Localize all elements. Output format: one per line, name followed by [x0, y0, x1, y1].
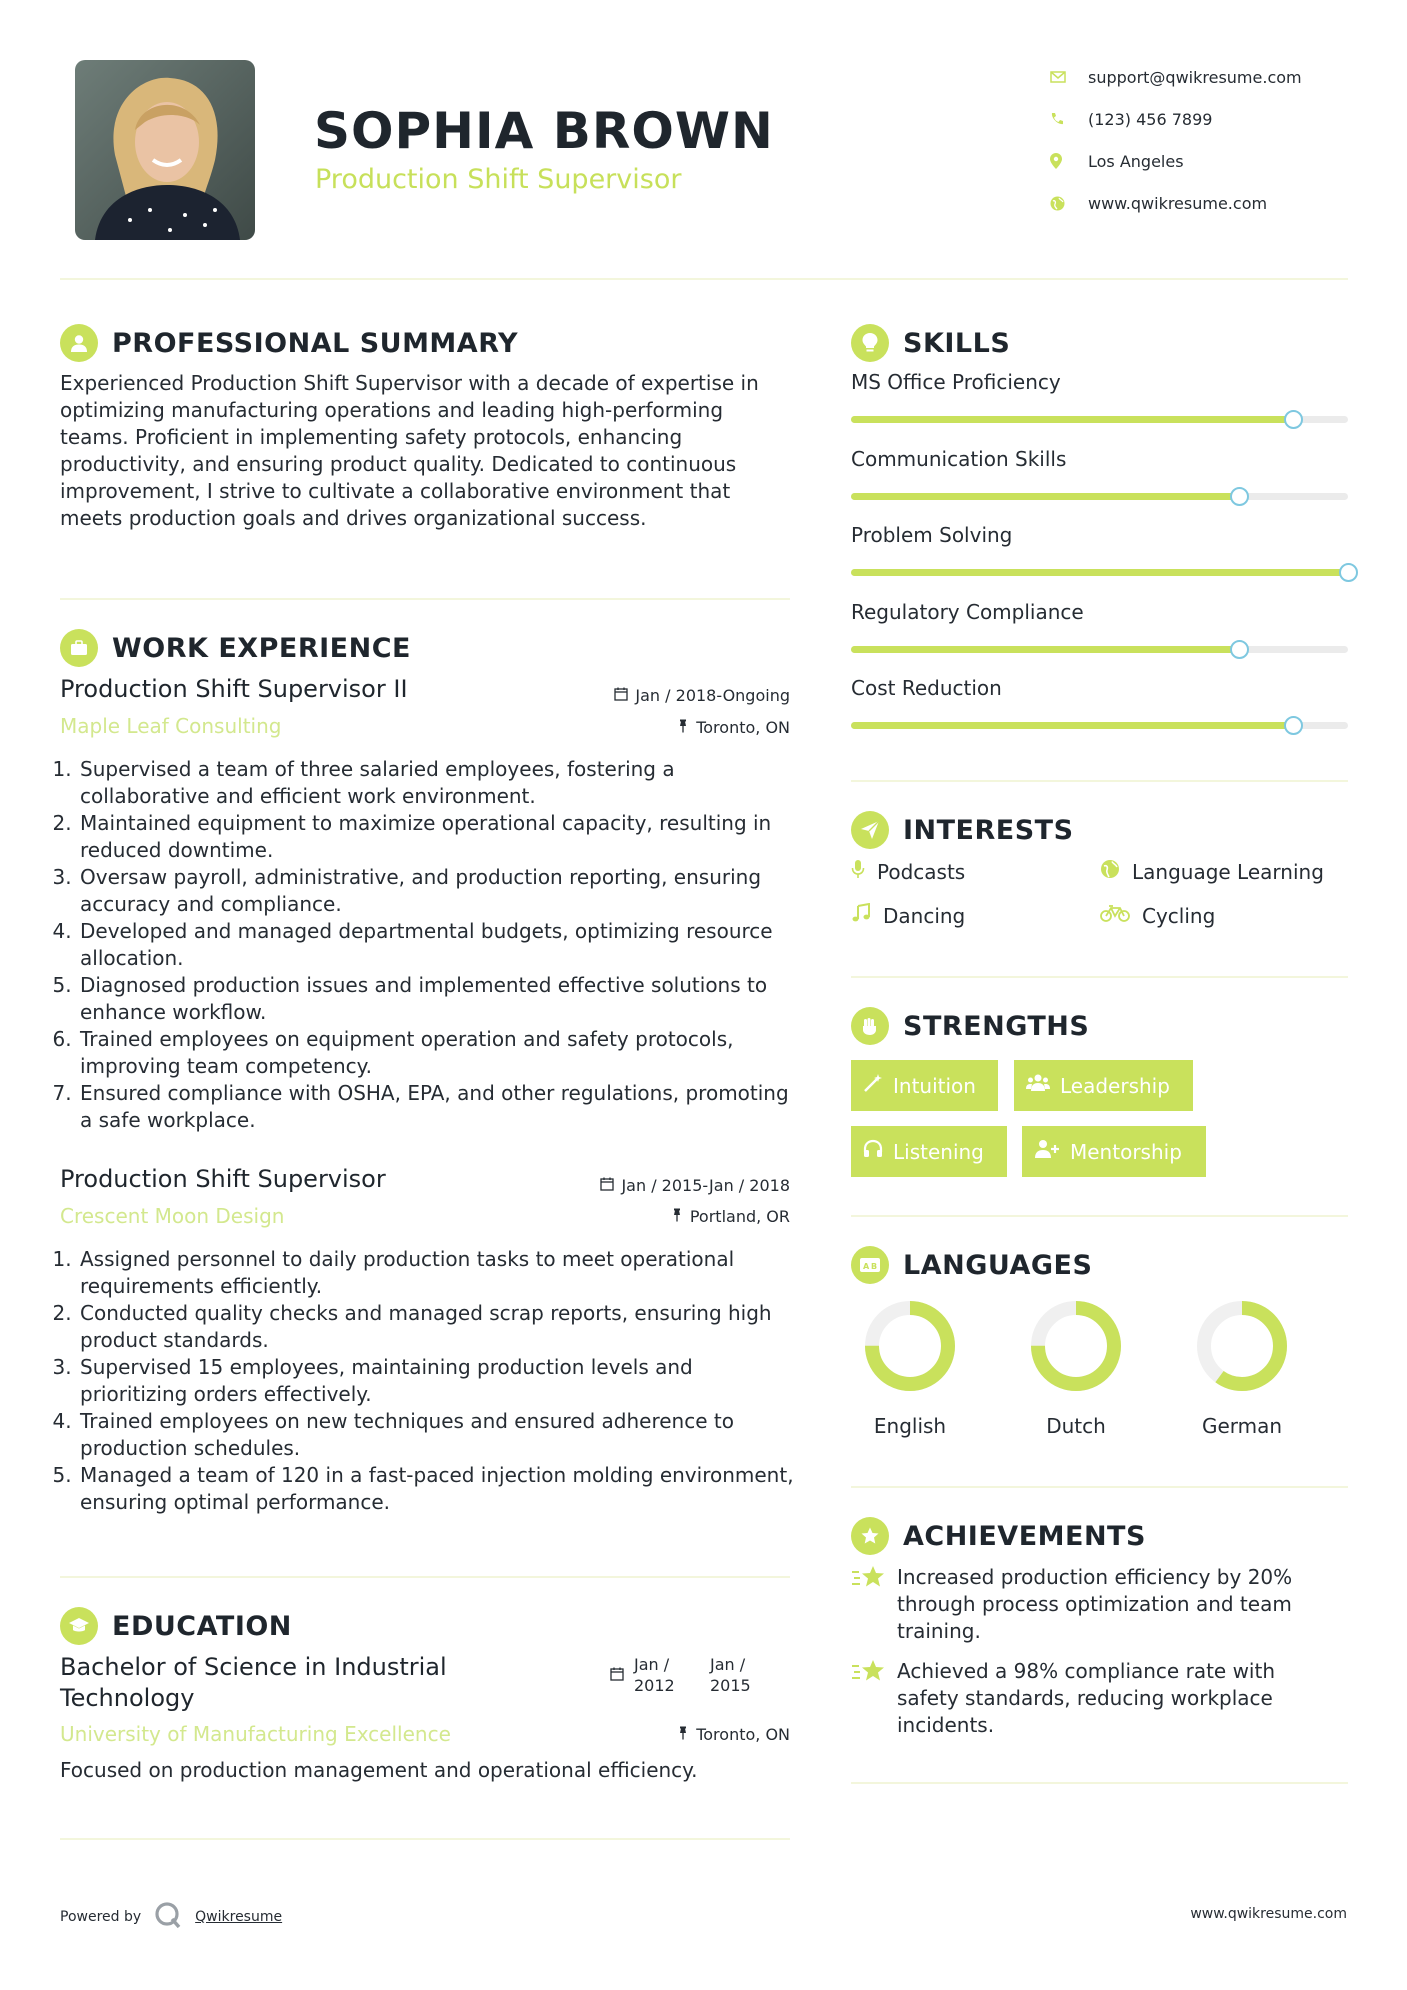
- duty-item: 5. Diagnosed production issues and implemented effective solutions to enhance workflow.: [78, 972, 795, 1026]
- experience-heading: [60, 629, 411, 667]
- paper-plane-icon: [851, 811, 889, 849]
- skill-bar-knob: [1339, 563, 1358, 582]
- footer-url[interactable]: www.qwikresume.com: [1190, 1906, 1347, 1922]
- svg-text:B: B: [871, 1262, 878, 1271]
- skill-label: MS Office Proficiency: [851, 370, 1061, 394]
- contact-email-text: support@qwikresume.com: [1088, 67, 1302, 87]
- duty-item: 6. Trained employees on equipment operation and safety protocols, improving team competency.: [78, 1026, 795, 1080]
- svg-text:A: A: [863, 1262, 870, 1271]
- pushpin-icon: [677, 718, 689, 737]
- language-label: English: [873, 1414, 947, 1438]
- strength-chip: [1022, 1126, 1206, 1177]
- lightbulb-icon: [851, 324, 889, 362]
- contact-location-text: Los Angeles: [1088, 151, 1184, 171]
- header-divider: [60, 278, 1348, 280]
- experience-divider: [60, 1576, 790, 1578]
- language-ring: [1030, 1300, 1122, 1392]
- powered-by-text: Powered by: [60, 1909, 142, 1925]
- strength-chip: [1014, 1060, 1193, 1111]
- languages-title: LANGUAGES: [903, 1249, 1093, 1281]
- skill-bar-fill: [851, 416, 1293, 423]
- skill-bar-fill: [851, 646, 1239, 653]
- skills-title: SKILLS: [903, 327, 1011, 359]
- strengths-title: STRENGTHS: [903, 1010, 1090, 1042]
- skill-label: Cost Reduction: [851, 676, 1002, 700]
- language-item: [840, 1300, 980, 1438]
- interest-item: [1100, 859, 1324, 884]
- microphone-icon: [851, 859, 865, 884]
- summary-title: PROFESSIONAL SUMMARY: [112, 327, 519, 359]
- job-date-text: Jan / 2015-Jan / 2018: [621, 1176, 790, 1195]
- contact-email[interactable]: [1050, 56, 1380, 98]
- education-description: Focused on production management and operational efficiency.: [60, 1758, 698, 1782]
- strengths-divider: [851, 1215, 1348, 1217]
- job-date: [600, 1176, 790, 1195]
- pushpin-icon: [671, 1207, 683, 1226]
- star-badge-icon: [851, 1517, 889, 1555]
- skill-bar-knob: [1284, 410, 1303, 429]
- interests-divider: [851, 976, 1348, 978]
- contact-list: [1050, 56, 1380, 224]
- achievements-divider: [851, 1782, 1348, 1784]
- job-location: [677, 718, 790, 737]
- envelope-icon: [1050, 71, 1088, 83]
- qwikresume-logo-icon: [153, 1900, 183, 1934]
- interest-item: [851, 859, 965, 884]
- candidate-role: Production Shift Supervisor: [315, 164, 682, 195]
- strength-label: Intuition: [893, 1073, 976, 1098]
- duty-item: 5. Managed a team of 120 in a fast-paced injection molding environment, ensuring optimal performance.: [78, 1462, 795, 1516]
- strengths-heading: [851, 1007, 1089, 1045]
- skills-heading: [851, 324, 1010, 362]
- skill-bar: [851, 722, 1348, 729]
- strength-chip: [851, 1126, 1007, 1177]
- degree-title: Bachelor of Science in Industrial Technology: [60, 1653, 447, 1712]
- calendar-icon: [600, 1176, 614, 1195]
- job-date: [614, 686, 790, 705]
- interest-item: [1100, 903, 1215, 928]
- interest-item: [851, 903, 965, 928]
- interest-label: Podcasts: [877, 859, 966, 884]
- education-title: EDUCATION: [112, 1610, 292, 1642]
- skill-bar-fill: [851, 722, 1293, 729]
- interest-label: Dancing: [883, 903, 966, 928]
- achievements-heading: [851, 1517, 1146, 1555]
- briefcase-icon: [60, 629, 98, 667]
- music-note-icon: [851, 903, 871, 928]
- calendar-icon: [610, 1666, 624, 1685]
- contact-phone-text: (123) 456 7899: [1088, 109, 1213, 129]
- skill-bar: [851, 646, 1348, 653]
- interest-label: Cycling: [1142, 903, 1216, 928]
- star-icon: [851, 1658, 887, 1739]
- duty-item: 2. Maintained equipment to maximize operational capacity, resulting in reduced downtime.: [78, 810, 795, 864]
- interests-title: INTERESTS: [903, 814, 1074, 846]
- contact-location: [1050, 140, 1380, 182]
- achievement-text: Increased production efficiency by 20% through process optimization and team training.: [897, 1565, 1293, 1643]
- user-plus-icon: [1034, 1139, 1060, 1164]
- skill-bar: [851, 416, 1348, 423]
- education-location-text: Toronto, ON: [696, 1725, 790, 1744]
- skill-bar-fill: [851, 493, 1239, 500]
- contact-phone[interactable]: [1050, 98, 1380, 140]
- experience-title: WORK EXPERIENCE: [112, 632, 411, 664]
- achievements-title: ACHIEVEMENTS: [903, 1520, 1146, 1552]
- users-icon: [1026, 1073, 1050, 1098]
- achievement-item: [851, 1564, 1331, 1645]
- school-name: University of Manufacturing Excellence: [60, 1722, 451, 1746]
- strength-label: Mentorship: [1070, 1139, 1182, 1164]
- language-icon: [851, 1246, 889, 1284]
- job-duties: [60, 756, 795, 1134]
- fist-icon: [851, 1007, 889, 1045]
- calendar-icon: [614, 686, 628, 705]
- interest-label: Language Learning: [1132, 859, 1324, 884]
- job-company: Crescent Moon Design: [60, 1204, 285, 1228]
- duty-item: 4. Developed and managed departmental budgets, optimizing resource allocation.: [78, 918, 795, 972]
- achievement-item: [851, 1658, 1331, 1739]
- language-item: [1172, 1300, 1312, 1438]
- footer-powered-by: [60, 1900, 282, 1934]
- education-divider: [60, 1838, 790, 1840]
- languages-heading: [851, 1246, 1092, 1284]
- skill-bar: [851, 569, 1348, 576]
- language-ring: [864, 1300, 956, 1392]
- skill-bar-knob: [1284, 716, 1303, 735]
- job-title: Production Shift Supervisor: [60, 1165, 386, 1193]
- pushpin-icon: [677, 1725, 689, 1744]
- map-pin-icon: [1050, 153, 1088, 169]
- contact-website[interactable]: [1050, 182, 1380, 224]
- duty-item: 1. Assigned personnel to daily production tasks to meet operational requirements efficiently.: [78, 1246, 795, 1300]
- skill-label: Communication Skills: [851, 447, 1067, 471]
- job-title: Production Shift Supervisor II: [60, 675, 408, 703]
- duty-item: 1. Supervised a team of three salaried employees, fostering a collaborative and efficient work environment.: [78, 756, 795, 810]
- education-start-date: Jan / 2012: [634, 1655, 675, 1695]
- magic-wand-icon: [863, 1073, 883, 1098]
- globe-icon: [1100, 859, 1120, 884]
- job-location-text: Toronto, ON: [696, 718, 790, 737]
- summary-text: Experienced Production Shift Supervisor with a decade of expertise in optimizing manufacturing operations and leading high-performing teams. Proficient in implementing safety protocols, enhancing productivity, and ensuring product quality. Dedicated to continuous improvement, I strive to cultivate a collaborative environment that meets production goals and drives organizational success.: [60, 371, 759, 530]
- language-ring: [1196, 1300, 1288, 1392]
- skill-bar: [851, 493, 1348, 500]
- skill-label: Problem Solving: [851, 523, 1013, 547]
- strength-label: Leadership: [1060, 1073, 1170, 1098]
- phone-icon: [1050, 112, 1088, 126]
- job-duties: [60, 1246, 795, 1516]
- duty-item: 4. Trained employees on new techniques and ensured adherence to production schedules.: [78, 1408, 795, 1462]
- languages-divider: [851, 1486, 1348, 1488]
- job-location: [671, 1207, 790, 1226]
- user-icon: [60, 324, 98, 362]
- candidate-name: SOPHIA BROWN: [314, 102, 774, 160]
- skill-label: Regulatory Compliance: [851, 600, 1084, 624]
- star-icon: [851, 1564, 887, 1645]
- strength-label: Listening: [893, 1139, 984, 1164]
- job-date-text: Jan / 2018-Ongoing: [635, 686, 790, 705]
- summary-divider: [60, 598, 790, 600]
- headphones-icon: [863, 1139, 883, 1164]
- education-location: [677, 1725, 790, 1744]
- globe-icon: [1050, 196, 1088, 211]
- duty-item: 7. Ensured compliance with OSHA, EPA, and other regulations, promoting a safe workplace.: [78, 1080, 795, 1134]
- interests-heading: [851, 811, 1074, 849]
- education-heading: [60, 1607, 292, 1645]
- profile-photo: [75, 60, 255, 240]
- language-label: German: [1201, 1414, 1283, 1438]
- duty-item: 3. Supervised 15 employees, maintaining production levels and prioritizing orders effectively.: [78, 1354, 795, 1408]
- job-location-text: Portland, OR: [689, 1207, 790, 1226]
- job-company: Maple Leaf Consulting: [60, 714, 282, 738]
- skill-bar-fill: [851, 569, 1348, 576]
- skill-bar-knob: [1230, 640, 1249, 659]
- achievement-text: Achieved a 98% compliance rate with safety standards, reducing workplace incidents.: [897, 1659, 1276, 1737]
- bicycle-icon: [1100, 903, 1130, 928]
- duty-item: 3. Oversaw payroll, administrative, and production reporting, ensuring accuracy and compliance.: [78, 864, 795, 918]
- skills-divider: [851, 780, 1348, 782]
- duty-item: 2. Conducted quality checks and managed scrap reports, ensuring high product standards.: [78, 1300, 795, 1354]
- qwikresume-link[interactable]: Qwikresume: [195, 1909, 283, 1925]
- language-item: [1006, 1300, 1146, 1438]
- skill-bar-knob: [1230, 487, 1249, 506]
- strength-chip: [851, 1060, 998, 1111]
- summary-heading: [60, 324, 518, 362]
- education-end-date: Jan / 2015: [710, 1655, 751, 1695]
- graduation-icon: [60, 1607, 98, 1645]
- language-label: Dutch: [1046, 1414, 1106, 1438]
- contact-website-text: www.qwikresume.com: [1088, 193, 1268, 213]
